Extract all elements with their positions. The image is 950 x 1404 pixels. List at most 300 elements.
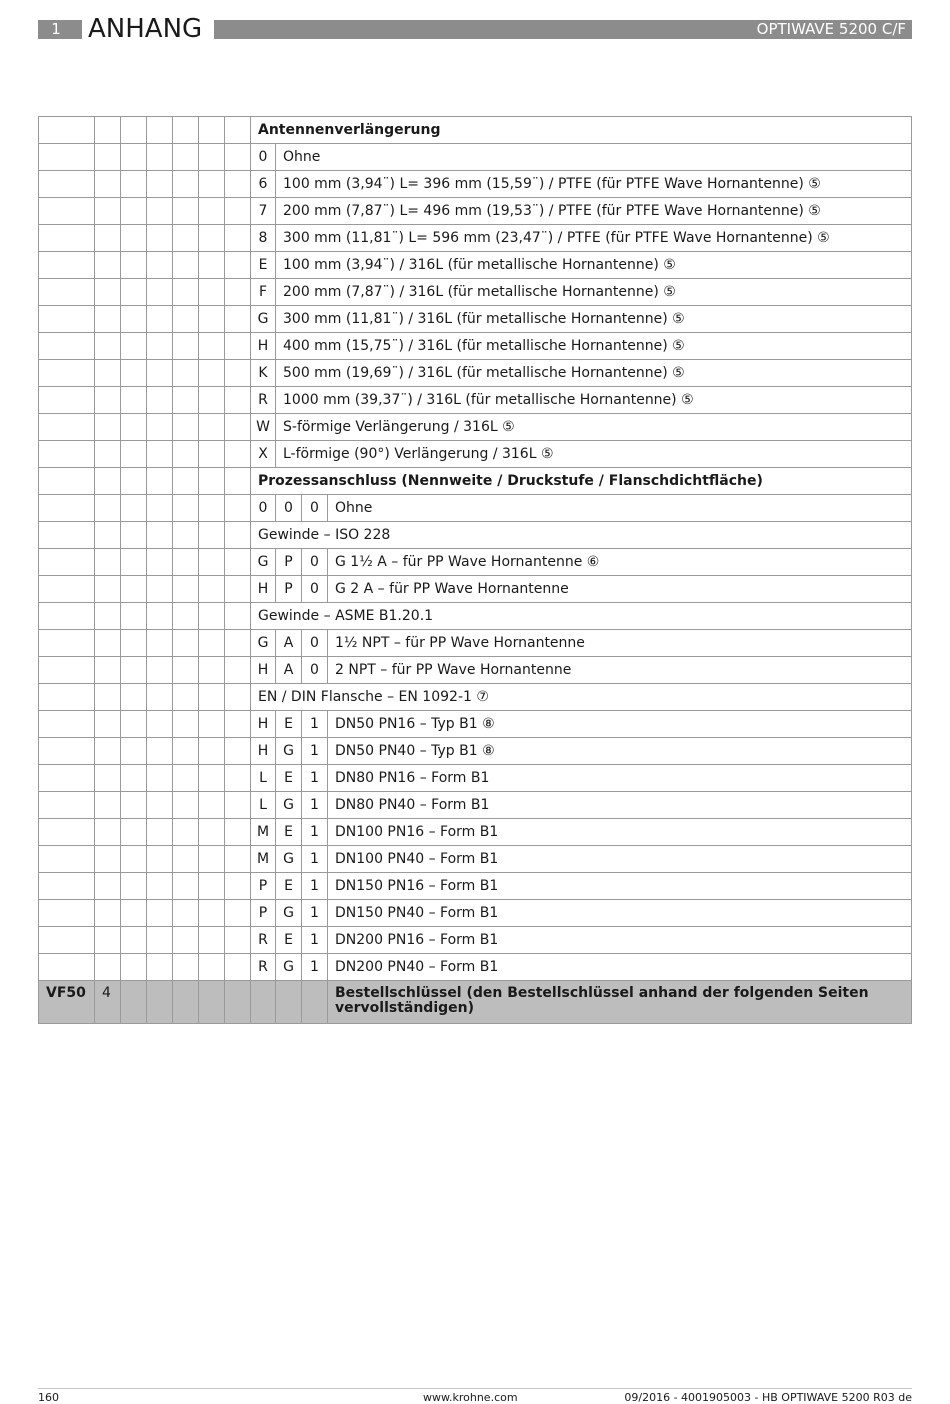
code-cell: 1 bbox=[302, 792, 328, 819]
code-cell: 0 bbox=[302, 549, 328, 576]
blank-cell bbox=[147, 387, 173, 414]
blank-cell bbox=[147, 495, 173, 522]
page-number: 160 bbox=[38, 1391, 59, 1404]
blank-cell bbox=[147, 441, 173, 468]
code-cell: P bbox=[251, 873, 276, 900]
blank-cell bbox=[39, 900, 95, 927]
description-cell: S-förmige Verlängerung / 316L ⑤ bbox=[276, 414, 912, 441]
description-cell: Ohne bbox=[276, 144, 912, 171]
blank-cell bbox=[225, 630, 251, 657]
table-row bbox=[39, 117, 912, 144]
blank-cell bbox=[39, 144, 95, 171]
table-row bbox=[39, 387, 912, 414]
blank-cell bbox=[199, 522, 225, 549]
code-cell: F bbox=[251, 279, 276, 306]
code-cell: E bbox=[276, 819, 302, 846]
blank-cell bbox=[39, 576, 95, 603]
blank-cell bbox=[121, 954, 147, 981]
table-row bbox=[39, 144, 912, 171]
blank-cell bbox=[121, 630, 147, 657]
table-row bbox=[39, 765, 912, 792]
code-cell: G bbox=[251, 549, 276, 576]
description-cell: 100 mm (3,94¨) / 316L (für metallische Hornantenne) ⑤ bbox=[276, 252, 912, 279]
blank-cell bbox=[173, 360, 199, 387]
blank-cell bbox=[199, 711, 225, 738]
blank-cell bbox=[225, 873, 251, 900]
description-cell: DN80 PN16 – Form B1 bbox=[328, 765, 912, 792]
description-cell: 300 mm (11,81¨) L= 596 mm (23,47¨) / PTFE (für PTFE Wave Hornantenne) ⑤ bbox=[276, 225, 912, 252]
blank-cell bbox=[173, 684, 199, 711]
code-cell: L bbox=[251, 765, 276, 792]
blank-cell bbox=[121, 549, 147, 576]
code-cell: 7 bbox=[251, 198, 276, 225]
blank-cell bbox=[225, 468, 251, 495]
blank-cell bbox=[95, 144, 121, 171]
code-cell: 1 bbox=[302, 846, 328, 873]
blank-cell bbox=[225, 927, 251, 954]
code-cell: 0 bbox=[251, 144, 276, 171]
table-body bbox=[39, 117, 912, 1024]
blank-cell bbox=[173, 522, 199, 549]
code-cell: G bbox=[276, 738, 302, 765]
blank-cell bbox=[147, 981, 173, 1024]
table-row bbox=[39, 630, 912, 657]
blank-cell bbox=[39, 468, 95, 495]
blank-cell bbox=[173, 873, 199, 900]
code-cell: 1 bbox=[302, 819, 328, 846]
code-cell: H bbox=[251, 657, 276, 684]
blank-cell bbox=[95, 900, 121, 927]
blank-cell bbox=[225, 414, 251, 441]
blank-cell bbox=[225, 576, 251, 603]
blank-cell bbox=[173, 711, 199, 738]
blank-cell bbox=[199, 927, 225, 954]
blank-cell bbox=[121, 252, 147, 279]
blank-cell bbox=[121, 117, 147, 144]
blank-cell bbox=[95, 171, 121, 198]
table-row bbox=[39, 522, 912, 549]
blank-cell bbox=[95, 198, 121, 225]
table-row bbox=[39, 684, 912, 711]
blank-cell bbox=[225, 549, 251, 576]
blank-cell bbox=[173, 738, 199, 765]
blank-cell bbox=[199, 144, 225, 171]
blank-cell bbox=[225, 441, 251, 468]
blank-cell bbox=[39, 360, 95, 387]
table-row bbox=[39, 441, 912, 468]
table-row bbox=[39, 711, 912, 738]
blank-cell bbox=[39, 441, 95, 468]
blank-cell bbox=[121, 711, 147, 738]
blank-cell bbox=[173, 252, 199, 279]
table-row bbox=[39, 171, 912, 198]
blank-cell bbox=[121, 333, 147, 360]
code-cell: 0 bbox=[302, 630, 328, 657]
blank-cell bbox=[121, 144, 147, 171]
code-cell: M bbox=[251, 846, 276, 873]
blank-cell bbox=[147, 657, 173, 684]
blank-cell bbox=[121, 441, 147, 468]
code-cell: 0 bbox=[251, 495, 276, 522]
blank-cell bbox=[39, 333, 95, 360]
blank-cell bbox=[39, 279, 95, 306]
blank-cell bbox=[225, 657, 251, 684]
blank-cell bbox=[95, 792, 121, 819]
page-footer bbox=[38, 1388, 912, 1404]
blank-cell bbox=[121, 684, 147, 711]
blank-cell bbox=[199, 684, 225, 711]
blank-cell bbox=[225, 819, 251, 846]
table-row bbox=[39, 279, 912, 306]
blank-cell bbox=[199, 954, 225, 981]
description-cell: G 1½ A – für PP Wave Hornantenne ⑥ bbox=[328, 549, 912, 576]
blank-cell bbox=[121, 927, 147, 954]
blank-cell bbox=[147, 171, 173, 198]
blank-cell bbox=[199, 387, 225, 414]
blank-cell bbox=[39, 252, 95, 279]
blank-cell bbox=[147, 144, 173, 171]
blank-cell bbox=[147, 711, 173, 738]
description-cell: DN150 PN16 – Form B1 bbox=[328, 873, 912, 900]
code-cell: 6 bbox=[251, 171, 276, 198]
blank-cell bbox=[173, 657, 199, 684]
blank-cell bbox=[39, 549, 95, 576]
code-cell: K bbox=[251, 360, 276, 387]
blank-cell bbox=[39, 198, 95, 225]
code-cell: E bbox=[276, 711, 302, 738]
description-cell: 300 mm (11,81¨) / 316L (für metallische Hornantenne) ⑤ bbox=[276, 306, 912, 333]
blank-cell bbox=[39, 819, 95, 846]
table-row bbox=[39, 252, 912, 279]
blank-cell bbox=[199, 414, 225, 441]
blank-cell bbox=[95, 306, 121, 333]
code-cell: X bbox=[251, 441, 276, 468]
code-cell: 1 bbox=[302, 711, 328, 738]
blank-cell bbox=[121, 900, 147, 927]
table-row bbox=[39, 198, 912, 225]
table-row bbox=[39, 225, 912, 252]
blank-cell bbox=[199, 630, 225, 657]
table-row bbox=[39, 927, 912, 954]
blank-cell bbox=[95, 954, 121, 981]
table-row bbox=[39, 360, 912, 387]
blank-cell bbox=[173, 954, 199, 981]
blank-cell bbox=[173, 468, 199, 495]
blank-cell bbox=[39, 495, 95, 522]
blank-cell bbox=[225, 252, 251, 279]
blank-cell bbox=[39, 414, 95, 441]
blank-cell bbox=[225, 306, 251, 333]
blank-cell bbox=[199, 468, 225, 495]
description-cell: 500 mm (19,69¨) / 316L (für metallische Hornantenne) ⑤ bbox=[276, 360, 912, 387]
blank-cell bbox=[173, 819, 199, 846]
blank-cell bbox=[225, 684, 251, 711]
blank-cell bbox=[173, 495, 199, 522]
description-cell: DN80 PN40 – Form B1 bbox=[328, 792, 912, 819]
blank-cell bbox=[147, 927, 173, 954]
blank-cell bbox=[95, 630, 121, 657]
code-cell: E bbox=[276, 927, 302, 954]
code-cell: E bbox=[251, 252, 276, 279]
blank-cell bbox=[199, 657, 225, 684]
blank-cell bbox=[39, 522, 95, 549]
blank-cell bbox=[199, 873, 225, 900]
blank-cell bbox=[147, 792, 173, 819]
blank-cell bbox=[121, 306, 147, 333]
table-row bbox=[39, 981, 912, 1024]
blank-cell bbox=[225, 522, 251, 549]
code-cell: 0 bbox=[276, 495, 302, 522]
blank-cell bbox=[147, 279, 173, 306]
blank-cell bbox=[147, 738, 173, 765]
description-cell: Bestellschlüssel (den Bestellschlüssel anhand der folgenden Seiten vervollständigen) bbox=[328, 981, 912, 1024]
blank-cell bbox=[121, 981, 147, 1024]
table-row bbox=[39, 819, 912, 846]
blank-cell bbox=[147, 954, 173, 981]
blank-cell bbox=[225, 846, 251, 873]
blank-cell bbox=[39, 603, 95, 630]
blank-cell bbox=[147, 603, 173, 630]
blank-cell bbox=[39, 657, 95, 684]
group-title: Gewinde – ASME B1.20.1 bbox=[251, 603, 912, 630]
code-cell: 8 bbox=[251, 225, 276, 252]
page-header bbox=[38, 14, 912, 57]
blank-cell bbox=[225, 171, 251, 198]
blank-cell bbox=[225, 225, 251, 252]
blank-cell bbox=[225, 279, 251, 306]
code-cell: P bbox=[276, 576, 302, 603]
description-cell: L-förmige (90°) Verlängerung / 316L ⑤ bbox=[276, 441, 912, 468]
blank-cell bbox=[173, 198, 199, 225]
blank-cell bbox=[173, 279, 199, 306]
blank-cell bbox=[173, 630, 199, 657]
blank-cell bbox=[121, 792, 147, 819]
blank-cell bbox=[39, 927, 95, 954]
blank-cell bbox=[173, 144, 199, 171]
blank-cell bbox=[121, 738, 147, 765]
blank-cell bbox=[39, 738, 95, 765]
blank-cell bbox=[225, 360, 251, 387]
blank-cell bbox=[147, 684, 173, 711]
blank-cell bbox=[199, 549, 225, 576]
blank-cell bbox=[173, 414, 199, 441]
blank-cell bbox=[225, 387, 251, 414]
blank-cell bbox=[147, 765, 173, 792]
blank-cell bbox=[225, 981, 251, 1024]
description-cell: 400 mm (15,75¨) / 316L (für metallische Hornantenne) ⑤ bbox=[276, 333, 912, 360]
blank-cell bbox=[95, 279, 121, 306]
code-cell: E bbox=[276, 765, 302, 792]
blank-cell bbox=[95, 117, 121, 144]
blank-cell bbox=[199, 171, 225, 198]
blank-cell bbox=[173, 387, 199, 414]
code-cell: G bbox=[251, 630, 276, 657]
description-cell: DN50 PN40 – Typ B1 ⑧ bbox=[328, 738, 912, 765]
blank-cell bbox=[121, 603, 147, 630]
blank-cell bbox=[39, 765, 95, 792]
blank-cell bbox=[147, 414, 173, 441]
blank-cell bbox=[95, 468, 121, 495]
section-title: Antennenverlängerung bbox=[251, 117, 912, 144]
code-cell: H bbox=[251, 711, 276, 738]
blank-cell bbox=[225, 711, 251, 738]
blank-cell bbox=[147, 252, 173, 279]
description-cell: 1000 mm (39,37¨) / 316L (für metallische Hornantenne) ⑤ bbox=[276, 387, 912, 414]
code-cell: G bbox=[276, 846, 302, 873]
code-cell: 1 bbox=[302, 954, 328, 981]
blank-cell bbox=[225, 738, 251, 765]
table-row bbox=[39, 495, 912, 522]
blank-cell bbox=[121, 495, 147, 522]
blank-cell bbox=[147, 846, 173, 873]
blank-cell bbox=[225, 495, 251, 522]
blank-cell bbox=[199, 603, 225, 630]
table-row bbox=[39, 549, 912, 576]
code-cell: G bbox=[251, 306, 276, 333]
code-cell: L bbox=[251, 792, 276, 819]
blank-cell bbox=[121, 657, 147, 684]
blank-cell bbox=[173, 441, 199, 468]
blank-cell bbox=[95, 576, 121, 603]
blank-cell bbox=[173, 117, 199, 144]
blank-cell bbox=[199, 441, 225, 468]
blank-cell bbox=[199, 360, 225, 387]
blank-cell bbox=[225, 900, 251, 927]
table-row bbox=[39, 576, 912, 603]
blank-cell bbox=[39, 792, 95, 819]
blank-cell bbox=[173, 792, 199, 819]
table-row bbox=[39, 414, 912, 441]
blank-cell bbox=[121, 522, 147, 549]
blank-cell bbox=[121, 279, 147, 306]
chapter-number: 1 0 bbox=[38, 20, 82, 39]
blank-cell bbox=[147, 333, 173, 360]
blank-cell bbox=[173, 576, 199, 603]
table-row bbox=[39, 792, 912, 819]
blank-cell bbox=[39, 306, 95, 333]
blank-cell bbox=[95, 360, 121, 387]
blank-cell bbox=[39, 873, 95, 900]
blank-cell bbox=[121, 846, 147, 873]
blank-cell bbox=[147, 117, 173, 144]
description-cell: 100 mm (3,94¨) L= 396 mm (15,59¨) / PTFE (für PTFE Wave Hornantenne) ⑤ bbox=[276, 171, 912, 198]
code-cell: 1 bbox=[302, 900, 328, 927]
blank-cell bbox=[95, 657, 121, 684]
blank-cell bbox=[39, 846, 95, 873]
blank-cell bbox=[95, 252, 121, 279]
description-cell: DN200 PN16 – Form B1 bbox=[328, 927, 912, 954]
description-cell: DN100 PN16 – Form B1 bbox=[328, 819, 912, 846]
blank-cell bbox=[173, 927, 199, 954]
code-cell: A bbox=[276, 657, 302, 684]
blank-cell bbox=[147, 225, 173, 252]
blank-cell bbox=[173, 225, 199, 252]
table-row bbox=[39, 306, 912, 333]
blank-cell bbox=[199, 846, 225, 873]
blank-cell bbox=[95, 927, 121, 954]
blank-cell bbox=[225, 792, 251, 819]
blank-cell bbox=[95, 441, 121, 468]
model-cell: VF50 bbox=[39, 981, 95, 1024]
code-cell: H bbox=[251, 576, 276, 603]
blank-cell bbox=[199, 819, 225, 846]
blank-cell bbox=[225, 333, 251, 360]
blank-cell bbox=[95, 819, 121, 846]
blank-cell bbox=[199, 576, 225, 603]
blank-cell bbox=[95, 387, 121, 414]
code-cell: E bbox=[276, 873, 302, 900]
blank-cell bbox=[225, 117, 251, 144]
blank-cell bbox=[147, 630, 173, 657]
description-cell: DN150 PN40 – Form B1 bbox=[328, 900, 912, 927]
blank-cell bbox=[95, 846, 121, 873]
blank-cell bbox=[173, 981, 199, 1024]
code-cell: 1 bbox=[302, 873, 328, 900]
blank-cell bbox=[173, 846, 199, 873]
footer-url: www.krohne.com bbox=[423, 1391, 518, 1404]
blank-cell bbox=[121, 387, 147, 414]
blank-cell bbox=[173, 603, 199, 630]
product-name: OPTIWAVE 5200 C/F bbox=[756, 20, 906, 38]
blank-cell bbox=[39, 711, 95, 738]
table-row bbox=[39, 738, 912, 765]
blank-cell bbox=[121, 171, 147, 198]
blank-cell bbox=[199, 900, 225, 927]
table-row bbox=[39, 333, 912, 360]
blank-cell bbox=[147, 468, 173, 495]
code-cell: R bbox=[251, 954, 276, 981]
blank-cell bbox=[121, 468, 147, 495]
blank-cell bbox=[95, 873, 121, 900]
code-cell: R bbox=[251, 387, 276, 414]
code-cell: H bbox=[251, 333, 276, 360]
blank-cell bbox=[121, 765, 147, 792]
blank-cell bbox=[39, 387, 95, 414]
code-cell: M bbox=[251, 819, 276, 846]
table-row bbox=[39, 873, 912, 900]
blank-cell bbox=[173, 306, 199, 333]
code-cell: G bbox=[276, 792, 302, 819]
blank-cell bbox=[199, 225, 225, 252]
blank-cell bbox=[199, 495, 225, 522]
group-title: EN / DIN Flansche – EN 1092-1 ⑦ bbox=[251, 684, 912, 711]
blank-cell bbox=[95, 414, 121, 441]
blank-cell bbox=[199, 279, 225, 306]
description-cell: 1½ NPT – für PP Wave Hornantenne bbox=[328, 630, 912, 657]
blank-cell bbox=[95, 225, 121, 252]
digit-cell: 4 bbox=[95, 981, 121, 1024]
description-cell: 200 mm (7,87¨) / 316L (für metallische Hornantenne) ⑤ bbox=[276, 279, 912, 306]
blank-cell bbox=[39, 630, 95, 657]
blank-cell bbox=[147, 360, 173, 387]
description-cell: DN100 PN40 – Form B1 bbox=[328, 846, 912, 873]
blank-cell bbox=[173, 333, 199, 360]
blank-cell bbox=[121, 819, 147, 846]
blank-cell bbox=[147, 900, 173, 927]
blank-cell bbox=[199, 333, 225, 360]
blank-cell bbox=[39, 225, 95, 252]
description-cell: DN200 PN40 – Form B1 bbox=[328, 954, 912, 981]
blank-cell bbox=[95, 765, 121, 792]
blank-cell bbox=[302, 981, 328, 1024]
table-row bbox=[39, 900, 912, 927]
blank-cell bbox=[173, 900, 199, 927]
blank-cell bbox=[121, 873, 147, 900]
blank-cell bbox=[225, 954, 251, 981]
table-row bbox=[39, 657, 912, 684]
order-code-table bbox=[38, 116, 912, 1024]
blank-cell bbox=[39, 954, 95, 981]
